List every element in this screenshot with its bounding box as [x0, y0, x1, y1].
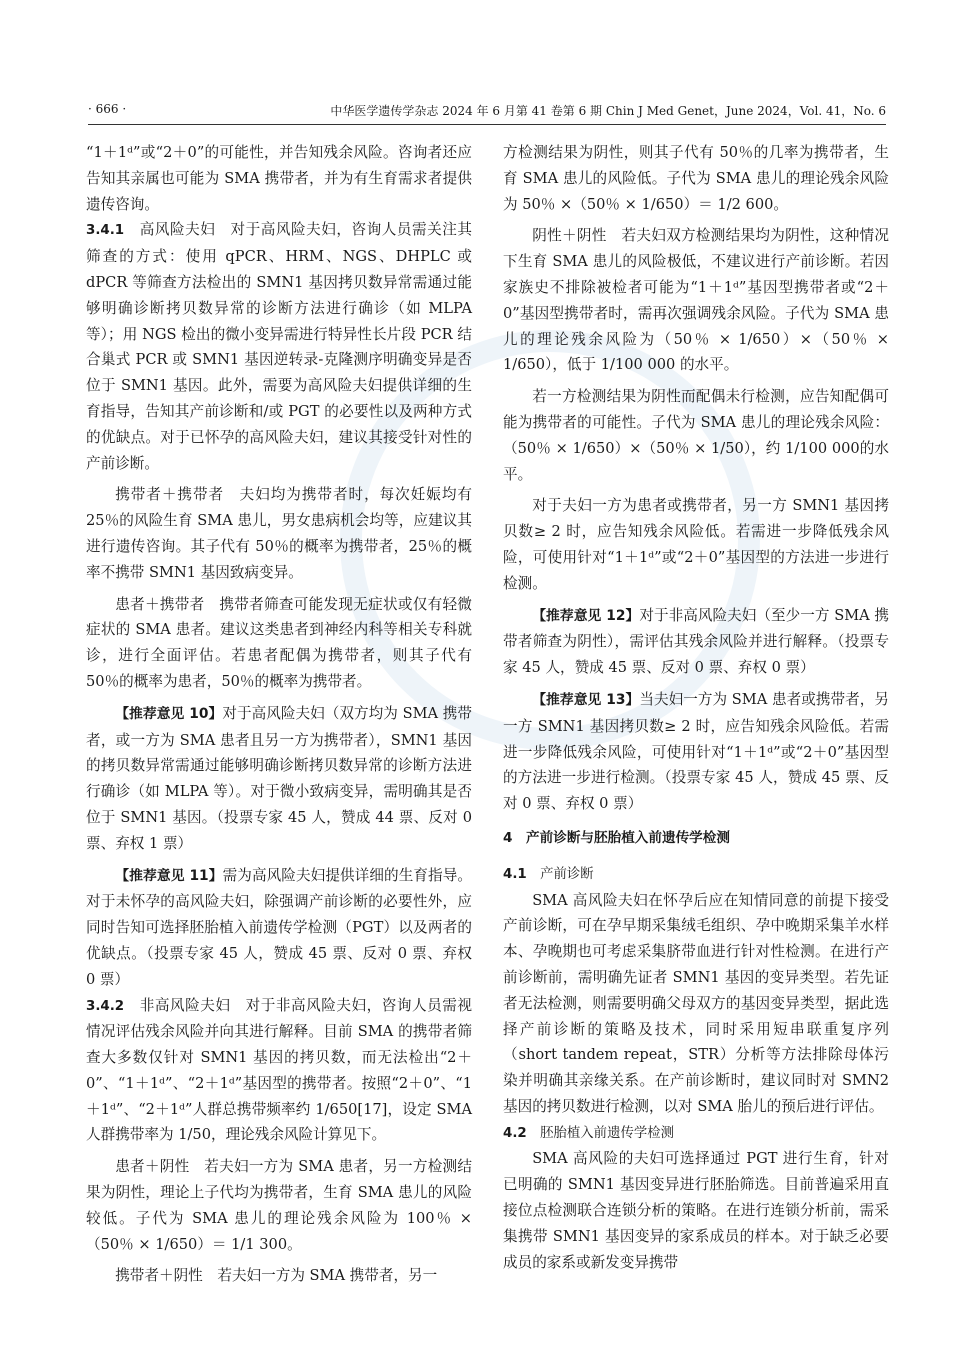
right-column: [503, 140, 889, 1275]
journal-citation: 中华医学遗传学杂志 2024 年 6 月第 41 卷第 6 期 Chin J Med Genet，June 2024，Vol. 41，No. 6: [330, 104, 886, 118]
paragraph: 患者＋携带者 携带者筛查可能发现无症状或仅有轻微症状的 SMA 患者。建议这类患者到神经内科等相关专科就诊，进行全面评估。若患者配偶为携带者，则其子代有 50％的概率为患者，50％的概率为携带者。: [86, 595, 472, 690]
paragraph: 携带者＋阴性 若夫妇一方为 SMA 携带者，另一: [115, 1267, 438, 1285]
section-number: 3.4.2: [86, 998, 125, 1014]
subsection-3-4-1: [86, 217, 472, 476]
subsection-title: 胚胎植入前遗传学检测: [526, 1125, 675, 1141]
paragraph: SMA 高风险夫妇在怀孕后应在知情同意的前提下接受产前诊断，可在孕早期采集绒毛组织、孕中晚期采集羊水样本、孕晚期也可考虑采集脐带血进行针对性检测。在进行产前诊断前，需明确先证者 SMN1 基因的变异类型。若先证者无法检测，则需要明确父母双方的基因变异类型，据此选择产前诊断的策略及技术，同时采用短串联重复序列（short tandem repeat，STR）分析等方法排除母体污染并明确其亲缘关系。在产前诊断时，建议同时对 SMN2 基因的拷贝数进行检测，以对 SMA 胎儿的预后进行评估。: [503, 891, 889, 1115]
subsection-4-2: [503, 1120, 889, 1147]
section-number: 3.4.1: [86, 223, 125, 239]
recommendation-text: 需为高风险夫妇提供详细的生育指导。对于未怀孕的高风险夫妇，除强调产前诊断的必要性外，应同时告知可选择胚胎植入前遗传学检测（PGT）以及两者的优缺点。（投票专家 45 人，赞成 45 票、反对 0 票、弃权 0 票）: [86, 866, 472, 988]
paragraph: 携带者＋携带者 夫妇均为携带者时，每次妊娠均有 25％的风险生育 SMA 患儿，男女患病机会均等，应建议其进行遗传咨询。其子代有 50％的概率为携带者，25％的概率不携带 SMN1 基因致病变异。: [86, 486, 472, 581]
recommendation-11: [86, 863, 472, 993]
recommendation-label: 【推荐意见 10】: [115, 705, 223, 722]
paragraph: 患者＋阴性 若夫妇一方为 SMA 患者，另一方检测结果为阴性，理论上子代均为携带者，生育 SMA 患儿的风险较低。子代为 SMA 患儿的理论残余风险为 100％ ×（50％ × 1/650）＝ 1/1 300。: [86, 1158, 472, 1253]
recommendation-text: 对于非高风险夫妇（至少一方 SMA 携带者筛查为阴性），需评估其残余风险并进行解释。（投票专家 45 人，赞成 45 票、反对 0 票、弃权 0 票）: [503, 606, 889, 677]
subsection-3-4-2: [86, 993, 472, 1149]
running-header: [88, 100, 886, 125]
recommendation-label: 【推荐意见 12】: [532, 607, 640, 624]
paragraph: “1＋1ᵈ”或“2＋0”的可能性，并告知残余风险。咨询者还应告知其亲属也可能为 SMA 携带者，并为有生育需求者提供遗传咨询。: [86, 144, 472, 213]
section-heading-4: 4 产前诊断与胚胎植入前遗传学检测: [503, 829, 730, 846]
paragraph: 阴性＋阴性 若夫妇双方检测结果均为阴性，这种情况下生育 SMA 患儿的风险极低，不建议进行产前诊断。若因家族史不排除被检者可能为“1＋1ᵈ”基因型携带者或“2＋0”基因型携带者时，需再次强调残余风险。子代为 SMA 患儿的理论残余风险为（50％ × 1/650）×（50％ × 1/650），低于 1/100 000 的水平。: [503, 227, 889, 374]
section-number: 4.1: [503, 866, 527, 882]
left-column: [86, 140, 472, 1289]
paragraph: 对于夫妇一方为患者或携带者，另一方 SMN1 基因拷贝数≥ 2 时，应告知残余风险低。若需进一步降低残余风险，可使用针对“1＋1ᵈ”或“2＋0”基因型的方法进一步进行检测。: [503, 497, 889, 592]
recommendation-label: 【推荐意见 11】: [115, 867, 223, 884]
subsection-4-1: [503, 861, 889, 888]
recommendation-text: 对于高风险夫妇（双方均为 SMA 携带者，或一方为 SMA 患者且另一方为携带者），SMN1 基因的拷贝数异常需通过能够明确诊断拷贝数异常的诊断方法进行确诊（如 MLPA 等）。对于微小致病变异，需明确其是否位于 SMN1 基因。（投票专家 45 人，赞成 44 票、反对 0 票、弃权 1 票）: [86, 704, 472, 852]
paragraph-text: 高风险夫妇 对于高风险夫妇，咨询人员需关注其筛查的方式：使用 qPCR、HRM、NGS、DHPLC 或 dPCR 等筛查方法检出的 SMN1 基因拷贝数异常需通过能够明确诊断拷贝数异常的诊断方法进行确诊（如 MLPA 等）；用 NGS 检出的微小变异需进行特异性长片段 PCR 结合巢式 PCR 或 SMN1 基因逆转录-克隆测序明确变异是否位于 SMN1 基因。此外，需要为高风险夫妇提供详细的生育指导，告知其产前诊断和/或 PGT 的必要性以及两种方式的优缺点。对于已怀孕的高风险夫妇，建议其接受针对性的产前诊断。: [86, 221, 472, 472]
paragraph: 方检测结果为阴性，则其子代有 50％的几率为携带者，生育 SMA 患儿的风险低。子代为 SMA 患儿的理论残余风险为 50％ ×（50％ × 1/650）＝ 1/2 600。: [503, 144, 889, 213]
recommendation-text: 当夫妇一方为 SMA 患者或携带者，另一方 SMN1 基因拷贝数≥ 2 时，应告知残余风险低。若需进一步降低残余风险，可使用针对“1＋1ᵈ”或“2＋0”基因型的方法进一步进行检测。（投票专家 45 人，赞成 45 票、反对 0 票、弃权 0 票）: [503, 690, 889, 813]
recommendation-13: [503, 687, 889, 817]
paragraph-text: 非高风险夫妇 对于非高风险夫妇，咨询人员需视情况评估残余风险并向其进行解释。目前 SMA 的携带者筛查大多数仅针对 SMN1 基因的拷贝数，而无法检出“2＋0”、“1＋1ᵈ”、“2＋1ᵈ”基因型的携带者。按照“2＋0”、“1＋1ᵈ”、“2＋1ᵈ”人群总携带频率约 1/650[17]，设定 SMA 人群携带率为 1/50，理论残余风险计算见下。: [86, 996, 472, 1144]
recommendation-12: [503, 603, 889, 681]
paragraph: 若一方检测结果为阴性而配偶未行检测，应告知配偶可能为携带者的可能性。子代为 SMA 患儿的理论残余风险：（50％ × 1/650）×（50％ × 1/50），约 1/100 000的水平。: [503, 388, 889, 483]
recommendation-label: 【推荐意见 13】: [532, 691, 640, 708]
section-number: 4.2: [503, 1125, 527, 1141]
recommendation-10: [86, 701, 472, 857]
page-number: · 666 ·: [88, 102, 127, 116]
paragraph: SMA 高风险的夫妇可选择通过 PGT 进行生育，针对已明确的 SMN1 基因变异进行胚胎筛选。目前普遍采用直接位点检测联合连锁分析的策略。在进行连锁分析前，需采集携带 SMN1 基因变异的家系成员的样本。对于缺乏必要成员的家系或新发变异携带: [503, 1150, 889, 1271]
subsection-title: 产前诊断: [526, 866, 594, 882]
